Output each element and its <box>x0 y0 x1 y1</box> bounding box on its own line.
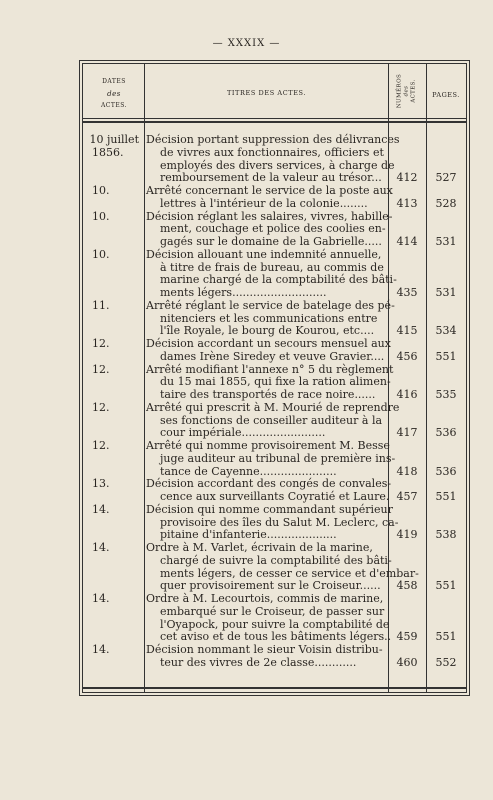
header-numeros: NUMÉROS des ACTES. <box>396 73 417 109</box>
entry-date: 10. <box>92 209 110 223</box>
entry-date: 12. <box>92 337 110 350</box>
entry-date: 12. <box>92 439 110 452</box>
entry-numero: 414 <box>396 235 418 248</box>
entry-page: 535 <box>435 388 457 401</box>
entry-numero: 417 <box>396 426 418 440</box>
entry-title: Décision accordant des congés de convales- cence aux surveillants Coyratié et Laure. <box>146 477 392 503</box>
entry-date: 12. <box>92 400 110 414</box>
entry-date: 10. <box>92 184 110 197</box>
bottom-rule <box>83 687 466 689</box>
entry-numero: 413 <box>396 196 418 210</box>
header-rule-thick <box>83 121 466 123</box>
entry-title: Décision réglant les salaires, vivres, habille- ment, couchage et police des coolies en- gagés sur le domaine de la Gabrielle..... <box>146 209 393 248</box>
entry-title: Ordre à M. Lecourtois, commis de marine, embarqué sur le Croiseur, de passer sur l'Oyapock, pour suivre la comptabilité de cet aviso et de tous les bâtiments légers.. <box>146 592 392 644</box>
entry-title: Arrêté modifiant l'annexe n° 5 du règlement du 15 mai 1855, qui fixe la ration alimen- taire des transportés de race noire...... <box>146 362 394 401</box>
entry-title: Décision portant suppression des délivrances de vivres aux fonctionnaires, officiers et employés des divers services, à charge de remboursement de la valeur au trésor... <box>146 133 400 185</box>
entry-title: Arrêté qui nomme provisoirement M. Besse juge auditeur au tribunal de première ins- tance de Cayenne...................... <box>146 439 396 478</box>
entry-page: 536 <box>435 426 457 440</box>
acts-table <box>82 63 467 693</box>
entry-page: 531 <box>435 286 457 299</box>
header-titres: TITRES DES ACTES. <box>226 89 307 97</box>
entry-page: 536 <box>435 464 457 478</box>
entry-numero: 458 <box>396 579 418 593</box>
entry-page: 527 <box>435 171 457 185</box>
entry-date: 12. <box>92 362 110 376</box>
entry-numero: 435 <box>396 286 418 299</box>
entry-numero: 416 <box>396 388 418 401</box>
entry-page: 551 <box>435 490 457 503</box>
entry-title: Décision accordant un secours mensuel aux dames Irène Siredey et veuve Gravier.... <box>146 337 391 363</box>
entry-date: 10. <box>92 247 110 261</box>
header-dates: DATES des ACTES. <box>100 78 128 109</box>
table-header <box>83 64 466 118</box>
entry-page: 551 <box>435 579 457 593</box>
entry-numero: 419 <box>396 528 418 542</box>
column-divider-numeros <box>426 64 427 692</box>
entry-page: 552 <box>435 655 457 669</box>
entry-date: 14. <box>92 541 110 554</box>
entry-page: 551 <box>435 630 457 644</box>
entry-page: 528 <box>435 196 457 210</box>
entry-numero: 456 <box>396 349 418 363</box>
entry-title: Décision nommant le sieur Voisin distribu- teur des vivres de 2e classe............ <box>146 643 383 669</box>
entry-date: 13. <box>92 477 110 491</box>
entry-date: 14. <box>92 592 110 605</box>
column-divider-dates <box>144 64 145 692</box>
entry-numero: 460 <box>396 655 418 669</box>
entry-title: Arrêté réglant le service de batelage des pé- nitenciers et les communications entre l'île Royale, le bourg de Kourou, etc.... <box>146 298 395 338</box>
entry-title: Décision qui nomme commandant supérieur provisoire des îles du Salut M. Leclerc, ca- pitaine d'infanterie.................... <box>146 502 399 542</box>
entry-title: Arrêté qui prescrit à M. Mourié de reprendre ses fonctions de conseiller auditeur à la cour impériale........................ <box>146 400 400 440</box>
header-rule <box>83 118 466 119</box>
entry-date: 14. <box>92 643 110 656</box>
running-head: — XXXIX — <box>212 38 281 49</box>
entry-date: 11. <box>92 298 110 312</box>
entry-page: 538 <box>435 528 457 542</box>
entry-title: Ordre à M. Varlet, écrivain de la marine, chargé de suivre la comptabilité des bâti- ments légers, de cesser ce service et d'embar- quer provisoirement sur le Croiseur...... <box>146 541 419 593</box>
entry-date: 10 juillet 1856. <box>89 133 139 159</box>
entry-title: Décision allouant une indemnité annuelle, à titre de frais de bureau, au commis de marine chargé de la comptabilité des bâti- ments légers........................... <box>146 247 397 299</box>
entry-title: Arrêté concernant le service de la poste aux lettres à l'intérieur de la colonie........ <box>146 184 393 210</box>
entry-numero: 457 <box>396 490 418 503</box>
entry-date: 14. <box>92 502 110 516</box>
entry-numero: 415 <box>396 324 418 338</box>
header-pages: PAGES. <box>432 91 460 99</box>
entry-numero: 418 <box>396 464 418 478</box>
entry-page: 534 <box>435 324 457 338</box>
entry-page: 531 <box>435 235 457 248</box>
entry-numero: 459 <box>396 630 418 644</box>
entry-numero: 412 <box>396 171 418 185</box>
entry-page: 551 <box>435 349 457 363</box>
